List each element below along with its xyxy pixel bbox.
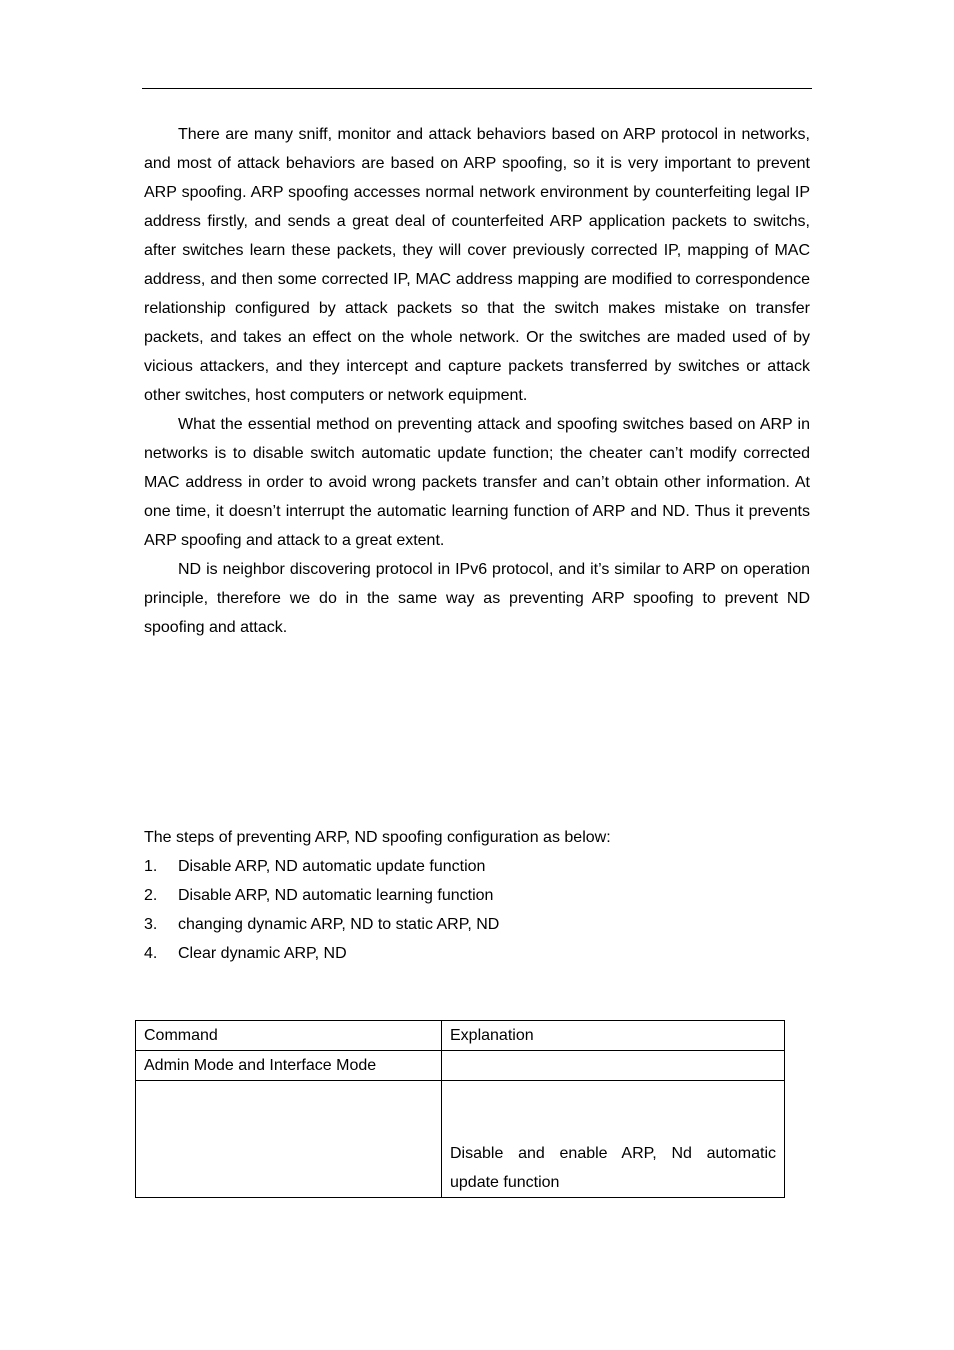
paragraph-prevention-method: What the essential method on preventing attack and spoofing switches based on ARP in networks is to disable switch automatic update function; the cheater can’t modify corrected MAC address in order to avoid wrong packets transfer and can’t obtain other information. At one time, it doesn’t interrupt the automatic learning function of ARP and ND. Thus it prevents ARP spoofing and attack to a great extent.: [144, 416, 810, 549]
list-item: [144, 910, 810, 939]
list-item-number: 2.: [144, 887, 158, 904]
mode-explanation-cell: [442, 1051, 785, 1081]
list-item-text: changing dynamic ARP, ND to static ARP, ND: [178, 916, 500, 933]
list-item: [144, 939, 810, 968]
table-row: [136, 1051, 785, 1081]
list-item: [144, 852, 810, 881]
list-item-number: 3.: [144, 916, 158, 933]
table-header-row: [136, 1021, 785, 1051]
list-item: [144, 881, 810, 910]
list-item-text: Disable ARP, ND automatic update function: [178, 858, 486, 875]
command-table: [135, 1020, 785, 1198]
list-item-number: 4.: [144, 945, 158, 962]
mode-cell: Admin Mode and Interface Mode: [136, 1051, 442, 1081]
header-rule: [142, 88, 812, 89]
paragraph-nd-protocol: ND is neighbor discovering protocol in IPv6 protocol, and it’s similar to ARP on operation principle, therefore we do in the same way as preventing ARP spoofing to prevent ND spoofing and attack.: [144, 561, 810, 636]
body-text: [144, 120, 810, 642]
steps-intro: The steps of preventing ARP, ND spoofing configuration as below:: [144, 829, 611, 846]
list-item-text: Disable ARP, ND automatic learning function: [178, 887, 494, 904]
steps-list: [144, 852, 810, 968]
list-item-number: 1.: [144, 858, 158, 875]
header-explanation: Explanation: [442, 1021, 785, 1051]
table-row: [136, 1081, 785, 1198]
list-item-text: Clear dynamic ARP, ND: [178, 945, 347, 962]
header-command: Command: [136, 1021, 442, 1051]
command-cell: [136, 1081, 442, 1198]
explanation-cell: Disable and enable ARP, Nd automatic update function: [442, 1081, 785, 1198]
paragraph-arp-spoofing: There are many sniff, monitor and attack behaviors based on ARP protocol in networks, and most of attack behaviors are based on ARP spoofing, so it is very important to prevent ARP spoofing. ARP spoofing accesses normal network environment by counterfeiting legal IP address firstly, and sends a great deal of counterfeited ARP application packets to switchs, after switches learn these packets, they will cover previously corrected IP, mapping of MAC address, and then some corrected IP, MAC address mapping are modified to correspondence relationship configured by attack packets so that the switch makes mistake on transfer packets, and takes an effect on the whole network. Or the switches are maded used of by vicious attackers, and they intercept and capture packets transferred by switches or attack other switches, host computers or network equipment.: [144, 126, 810, 404]
